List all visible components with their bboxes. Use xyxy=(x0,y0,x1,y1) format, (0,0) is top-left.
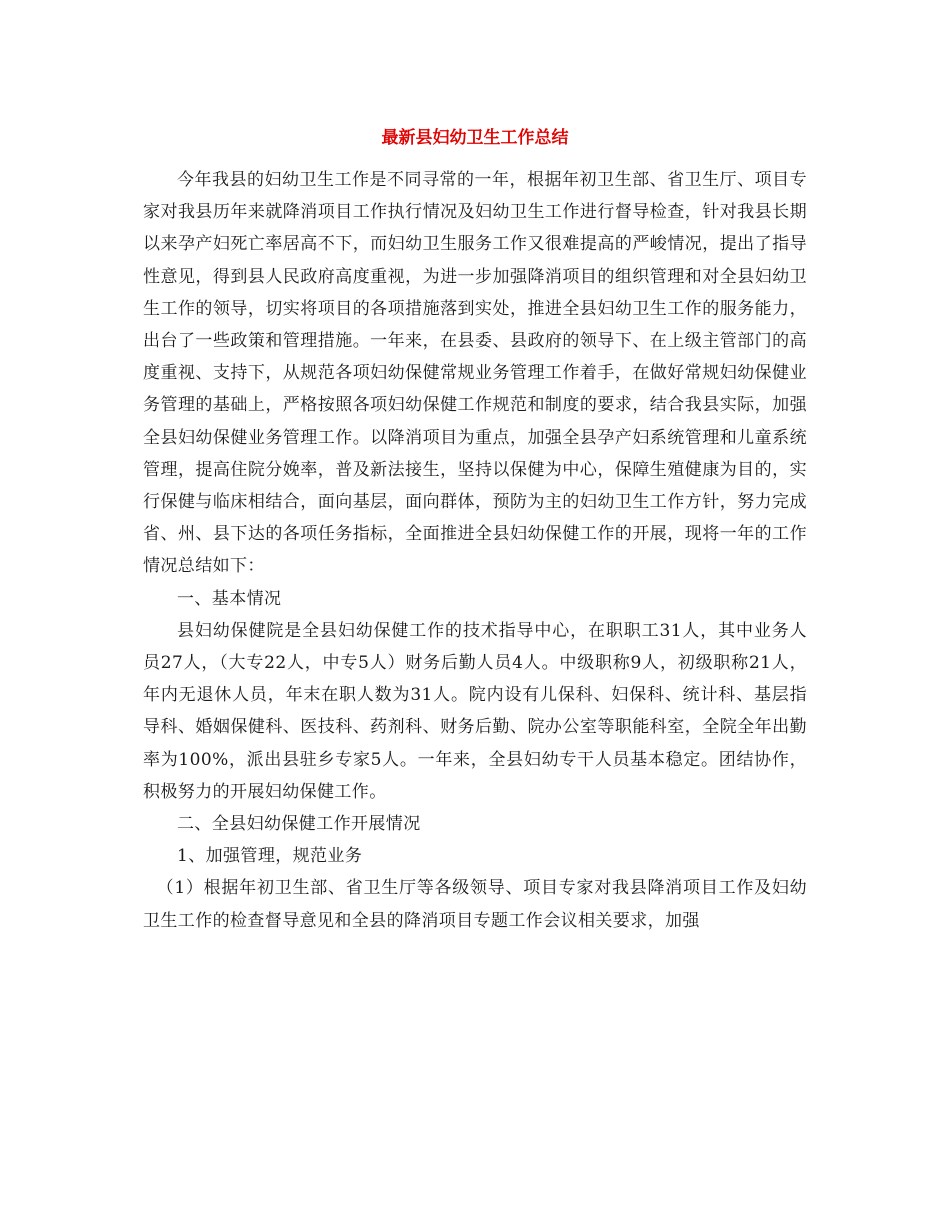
paragraph-basic-info: 县妇幼保健院是全县妇幼保健工作的技术指导中心，在职职工31人，其中业务人员27人，（大专22人，中专5人）财务后勤人员4人。中级职称9人，初级职称21人，年内无退休人员，年末在职人数为31人。院内设有儿保科、妇保科、统计科、基层指导科、婚姻保健科、医技科、药剂科、财务后勤、院办公室等职能科室，全院全年出勤率为100%，派出县驻乡专家5人。一年来，全县妇幼专干人员基本稳定。团结协作，积极努力的开展妇幼保健工作。 xyxy=(143,620,807,802)
subheading-management: 1、加强管理，规范业务 xyxy=(177,846,363,867)
section-heading-basic-info: 一、基本情况 xyxy=(177,588,282,609)
document-body xyxy=(143,164,807,937)
document-title: 最新县妇幼卫生工作总结 xyxy=(381,128,569,148)
section-heading-work-progress: 二、全县妇幼保健工作开展情况 xyxy=(177,814,421,835)
paragraph-intro: 今年我县的妇幼卫生工作是不同寻常的一年，根据年初卫生部、省卫生厅、项目专家对我县历年来就降消项目工作执行情况及妇幼卫生工作进行督导检查，针对我县长期以来孕产妇死亡率居高不下，而妇幼卫生服务工作又很难提高的严峻情况，提出了指导性意见，得到县人民政府高度重视，为进一步加强降消项目的组织管理和对全县妇幼卫生工作的领导，切实将项目的各项措施落到实处，推进全县妇幼卫生工作的服务能力，出台了一些政策和管理措施。一年来，在县委、县政府的领导下、在上级主管部门的高度重视、支持下，从规范各项妇幼保健常规业务管理工作着手，在做好常规妇幼保健业务管理的基础上，严格按照各项妇幼保健工作规范和制度的要求，结合我县实际，加强全县妇幼保健业务管理工作。以降消项目为重点，加强全县孕产妇系统管理和儿童系统管理，提高住院分娩率，普及新法接生，坚持以保健为中心，保障生殖健康为目的，实行保健与临床相结合，面向基层，面向群体，预防为主的妇幼卫生工作方针，努力完成省、州、县下达的各项任务指标，全面推进全县妇幼保健工作的开展，现将一年的工作情况总结如下： xyxy=(143,170,807,577)
paragraph-management-1: （1）根据年初卫生部、省卫生厅等各级领导、项目专家对我县降消项目工作及妇幼卫生工作的检查督导意见和全县的降消项目专题工作会议相关要求，加强 xyxy=(143,878,807,931)
